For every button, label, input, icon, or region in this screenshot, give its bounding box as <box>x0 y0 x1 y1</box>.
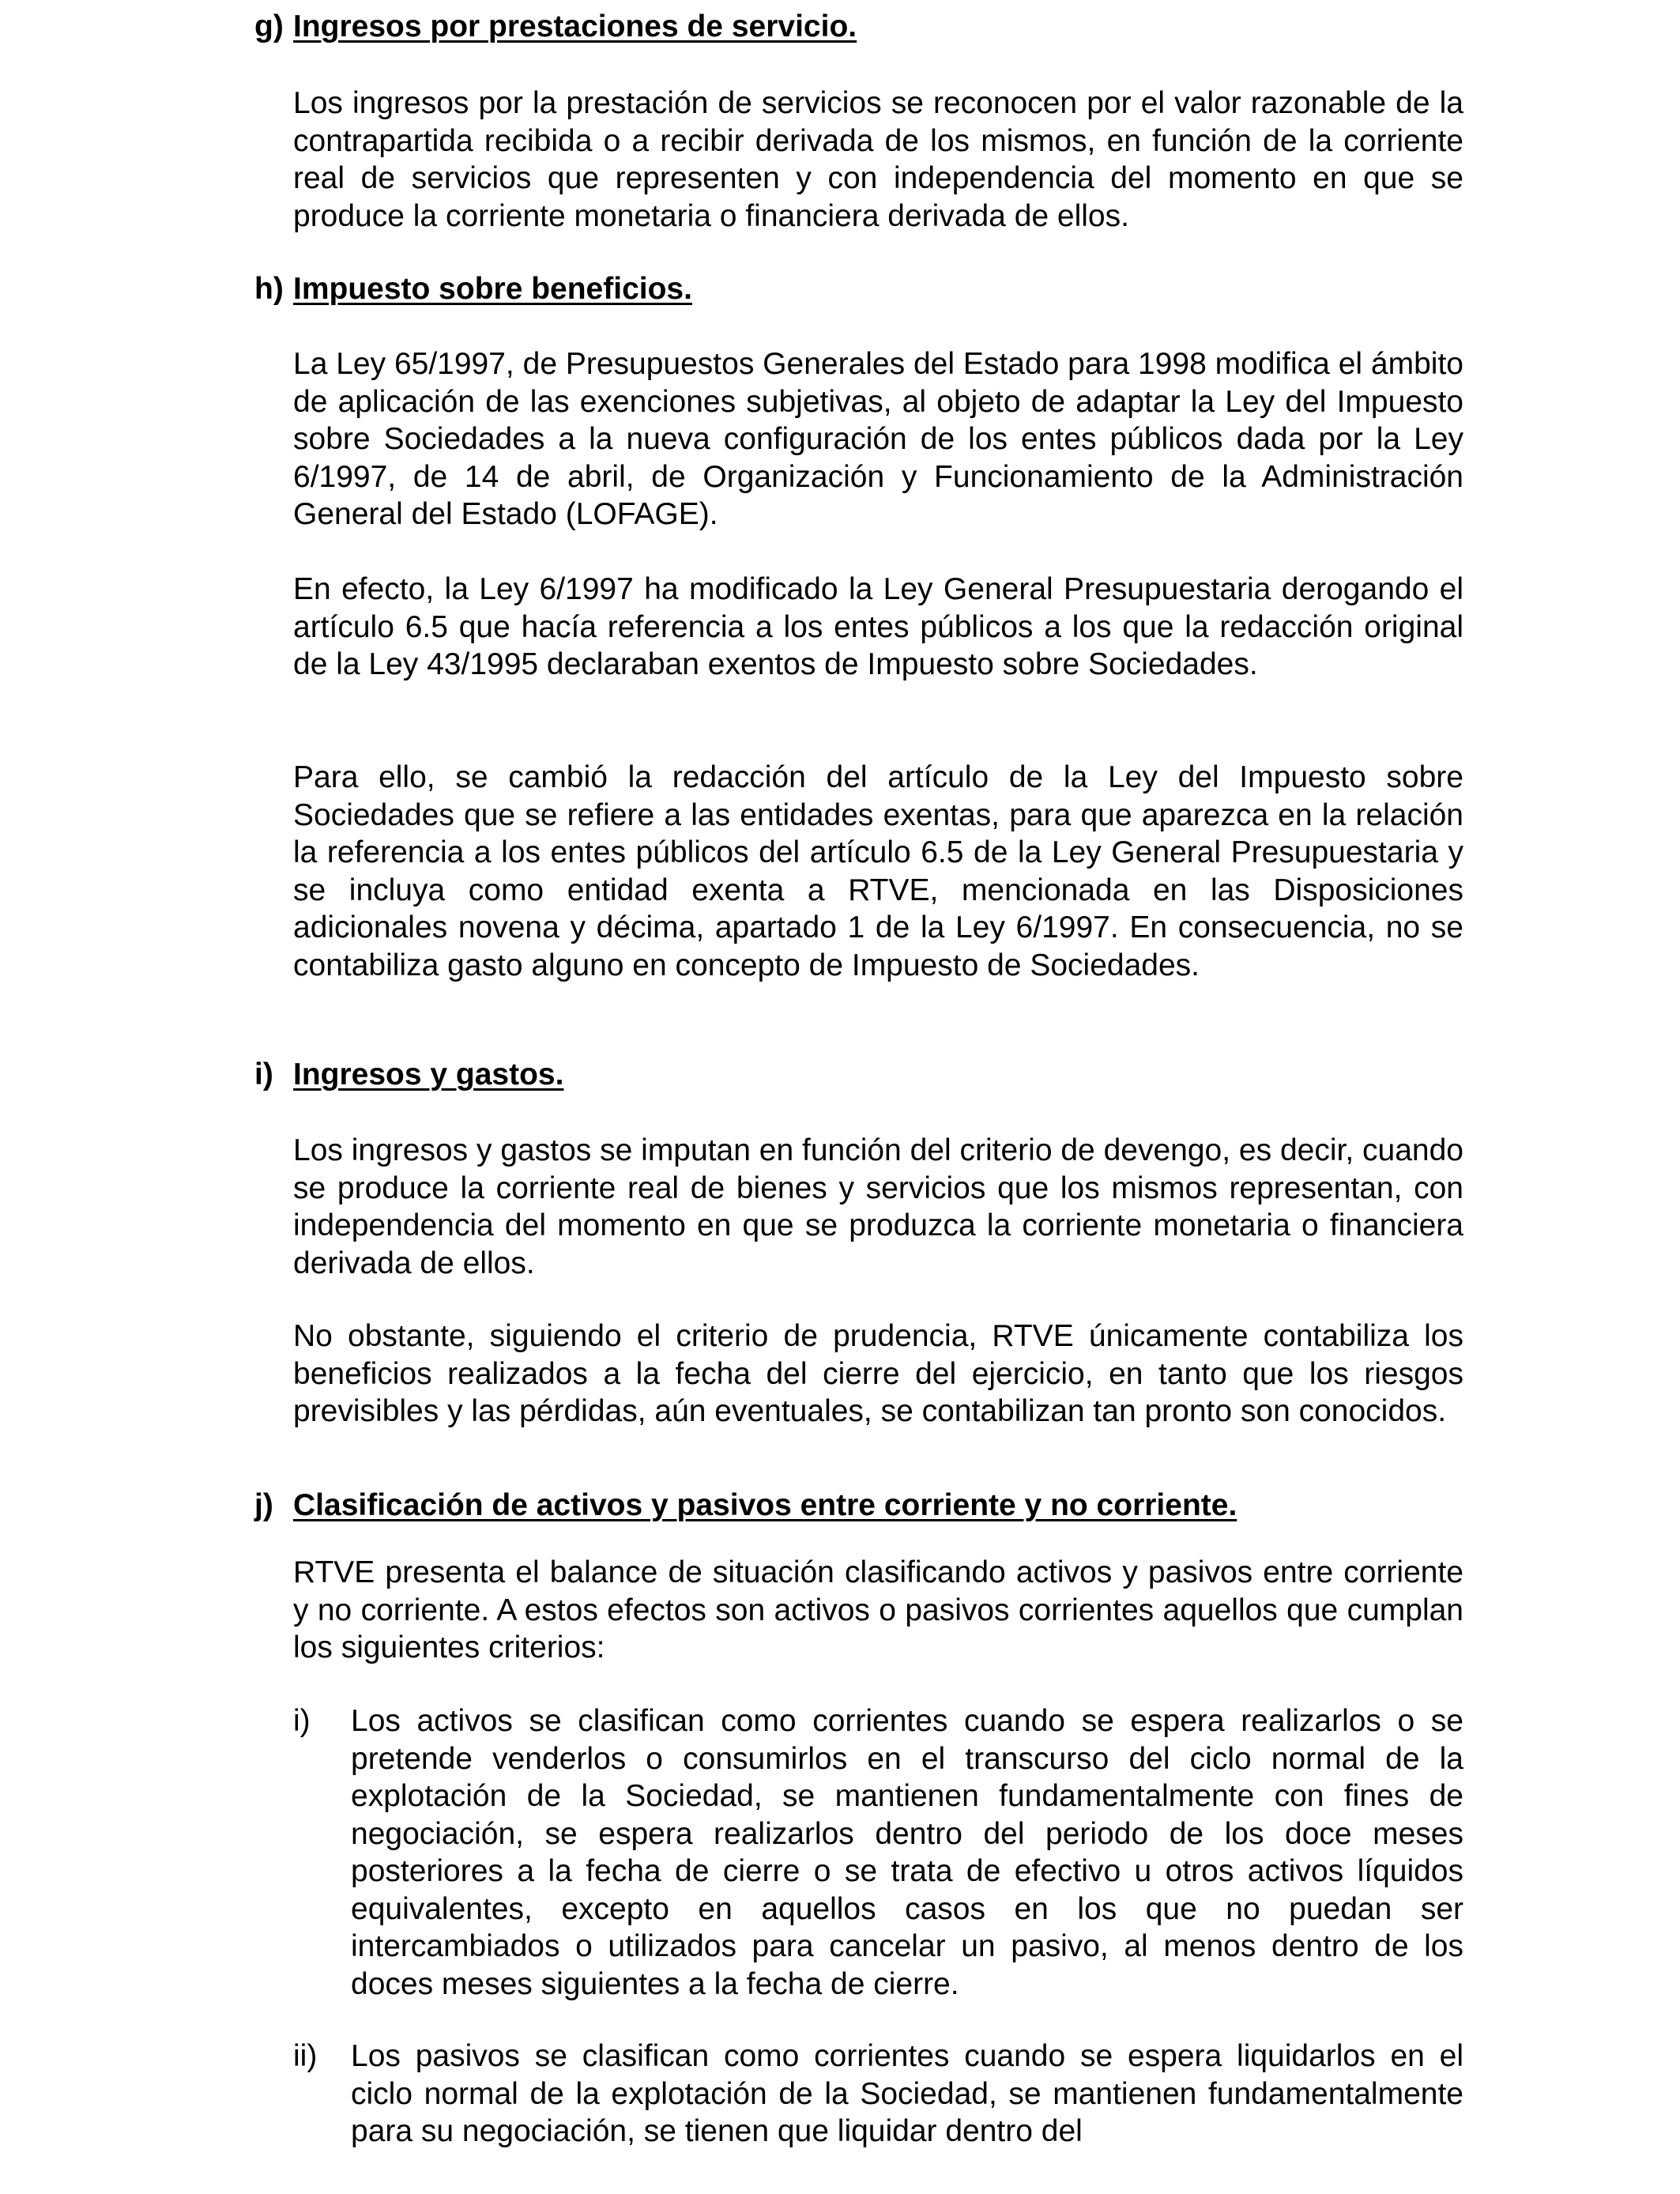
section-j-paragraph-1: RTVE presenta el balance de situación clasificando activos y pasivos entre corriente y no corriente. A estos efectos son activos o pasivos corrientes aquellos que cumplan los siguientes criterios: <box>293 1555 1463 1664</box>
section-g-title: Ingresos por prestaciones de servicio. <box>293 9 857 43</box>
section-i-paragraph-2: No obstante, siguiendo el criterio de prudencia, RTVE únicamente contabiliza los beneficios realizados a la fecha del cierre del ejercicio, en tanto que los riesgos previsibles y las pérdidas, aún eventuales, se contabilizan tan pronto son conocidos. <box>293 1319 1463 1428</box>
section-h-title: Impuesto sobre beneficios. <box>293 272 692 306</box>
section-i-title: Ingresos y gastos. <box>293 1057 564 1091</box>
section-h-paragraph-3: Para ello, se cambió la redacción del artículo de la Ley del Impuesto sobre Sociedades que se refiere a las entidades exentas, para que aparezca en la relación la referencia a los entes públicos del artículo 6.5 de la Ley General Presupuestaria y se incluya como entidad exenta a RTVE, mencionada en las Disposiciones adicionales novena y décima, apartado 1 de la Ley 6/1997. En consecuencia, no se contabiliza gasto alguno en concepto de Impuesto de Sociedades. <box>293 760 1463 982</box>
section-i-letter: i) <box>254 1057 273 1091</box>
section-g-letter: g) <box>254 9 284 43</box>
section-h-letter: h) <box>254 272 284 306</box>
section-h-paragraph-1: La Ley 65/1997, de Presupuestos Generales del Estado para 1998 modifica el ámbito de aplicación de las exenciones subjetivas, al objeto de adaptar la Ley del Impuesto sobre Sociedades a la nueva configuración de los entes públicos dada por la Ley 6/1997, de 14 de abril, de Organización y Funcionamiento de la Administración General del Estado (LOFAGE). <box>293 347 1463 531</box>
section-i-heading <box>254 1056 1487 1093</box>
section-j-letter: j) <box>254 1488 273 1522</box>
section-g-paragraph-1: Los ingresos por la prestación de servicios se reconocen por el valor razonable de la contrapartida recibida o a recibir derivada de los mismos, en función de la corriente real de servicios que representen y con independencia del momento en que se produce la corriente monetaria o financiera derivada de ellos. <box>293 86 1463 233</box>
section-j-title: Clasificación de activos y pasivos entre corriente y no corriente. <box>293 1488 1237 1522</box>
section-g-heading <box>254 8 1487 45</box>
section-h-heading <box>254 270 1487 307</box>
section-i-paragraph-1: Los ingresos y gastos se imputan en función del criterio de devengo, es decir, cuando se produce la corriente real de bienes y servicios que los mismos representan, con independencia del momento en que se produzca la corriente monetaria o financiera derivada de ellos. <box>293 1133 1463 1280</box>
section-j-heading <box>254 1487 1487 1524</box>
list-item-marker: i) <box>293 1704 311 1738</box>
section-h-paragraph-2: En efecto, la Ley 6/1997 ha modificado la Ley General Presupuestaria derogando el artículo 6.5 que hacía referencia a los entes públicos a los que la redacción original de la Ley 43/1995 declaraban exentos de Impuesto sobre Sociedades. <box>293 572 1463 681</box>
list-item-text: Los pasivos se clasifican como corrientes cuando se espera liquidarlos en el ciclo normal de la explotación de la Sociedad, se mantienen fundamentalmente para su negociación, se tienen que liquidar dentro del <box>351 2039 1463 2148</box>
list-item-marker: ii) <box>293 2039 318 2073</box>
list-item-text: Los activos se clasifican como corrientes cuando se espera realizarlos o se pretende venderlos o consumirlos en el transcurso del ciclo normal de la explotación de la Sociedad, se mantienen fundamentalmente con fines de negociación, se espera realizarlos dentro del periodo de los doce meses posteriores a la fecha de cierre o se trata de efectivo u otros activos líquidos equivalentes, excepto en aquellos casos en los que no puedan ser intercambiados o utilizados para cancelar un pasivo, al menos dentro de los doces meses siguientes a la fecha de cierre. <box>351 1704 1463 2001</box>
